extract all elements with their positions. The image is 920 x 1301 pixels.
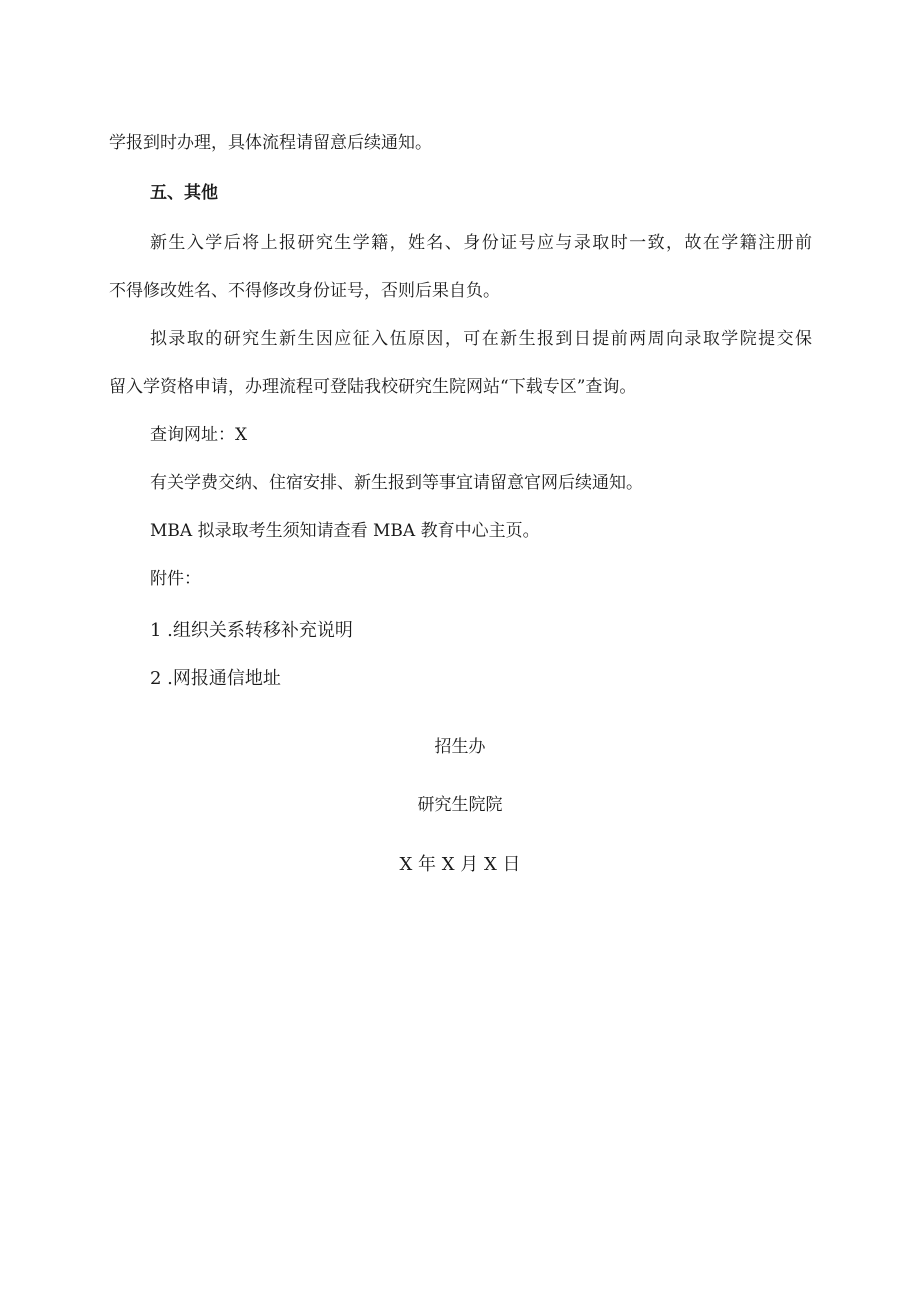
- paragraph-fees-notice: 有关学费交纳、住宿安排、新生报到等事宜请留意官网后续通知。: [150, 473, 643, 493]
- section-heading: 五、其他: [150, 183, 218, 203]
- attachment-item-2: 2 .网报通信地址: [150, 668, 281, 689]
- paragraph-military-line-2: 留入学资格申请，办理流程可登陆我校研究生院网站“下载专区”查询。: [109, 377, 637, 397]
- paragraph-mba-notice: MBA 拟录取考生须知请查看 MBA 教育中心主页。: [150, 521, 540, 541]
- query-url-line: 查询网址：X: [150, 425, 248, 445]
- paragraph-military-line-1: 拟录取的研究生新生因应征入伍原因，可在新生报到日提前两周向录取学院提交保: [150, 329, 812, 349]
- paragraph-name-id-line-1: 新生入学后将上报研究生学籍，姓名、身份证号应与录取时一致，故在学籍注册前: [150, 233, 812, 253]
- signature-date: X 年 X 月 X 日: [399, 854, 521, 875]
- signature-institution: 研究生院院: [417, 795, 503, 815]
- attachments-label: 附件：: [150, 569, 201, 589]
- paragraph-continuation: 学报到时办理，具体流程请留意后续通知。: [109, 133, 432, 153]
- paragraph-name-id-line-2: 不得修改姓名、不得修改身份证号，否则后果自负。: [109, 281, 500, 301]
- signature-office: 招生办: [434, 737, 486, 757]
- attachment-item-1: 1 .组织关系转移补充说明: [150, 620, 353, 641]
